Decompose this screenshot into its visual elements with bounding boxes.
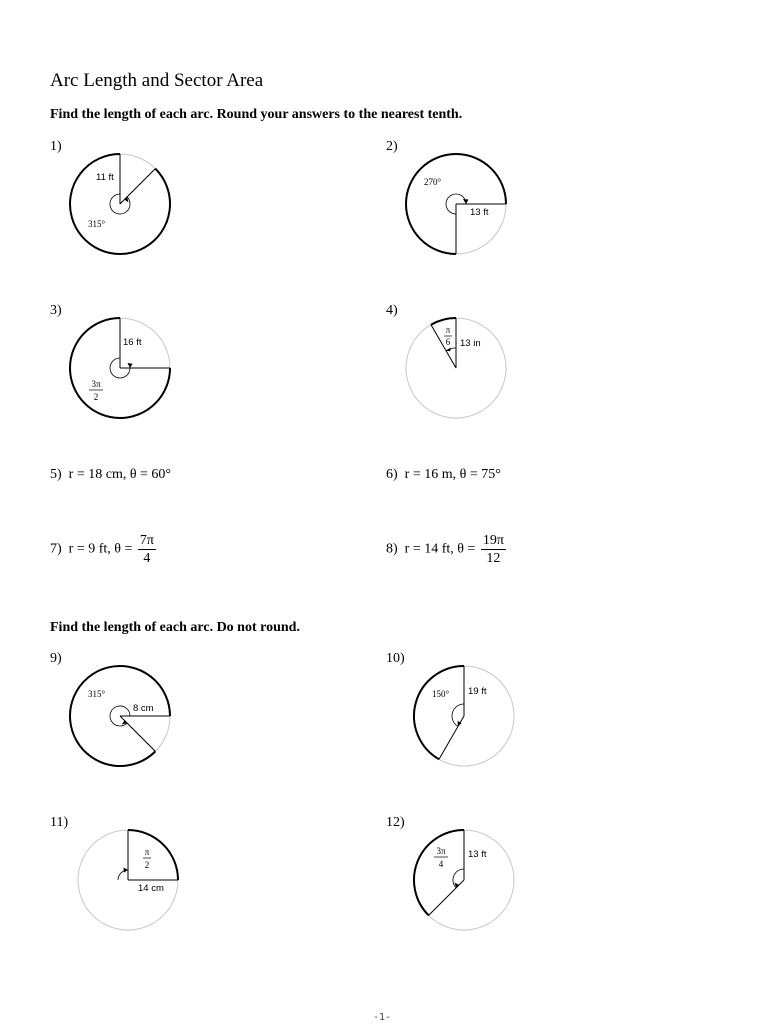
problem-number-9: 9) [50, 651, 62, 666]
circle-figure-2 [404, 152, 508, 256]
problem-8 [386, 532, 506, 567]
problem-number-3: 3) [50, 303, 62, 318]
circle-figure-11 [76, 828, 180, 932]
angle-denominator-4: 6 [445, 337, 451, 347]
angle-numerator-12: 3π [436, 846, 446, 856]
problem-number-6: 6) [386, 467, 398, 482]
angle-label-10: 150° [432, 689, 450, 699]
problem-number-8: 8) [386, 541, 398, 557]
angle-denominator-12: 4 [438, 859, 444, 869]
angle-numerator-11: π [144, 847, 150, 857]
problem-6-text: r = 16 m, θ = 75° [404, 467, 501, 482]
radius-label-4: 13 in [460, 338, 481, 349]
radius-label-11: 14 cm [138, 883, 164, 894]
problem-7-denominator: 4 [143, 551, 151, 566]
problem-number-10: 10) [386, 651, 405, 666]
radius-label-12: 13 ft [468, 849, 487, 860]
problem-5-text: r = 18 cm, θ = 60° [68, 467, 172, 482]
radius-label-9: 8 cm [133, 703, 154, 714]
circle-figure-4 [404, 316, 508, 420]
problem-number-12: 12) [386, 815, 405, 830]
circle-figure-10 [412, 664, 516, 768]
problem-number-11: 11) [50, 815, 69, 830]
problem-number-4: 4) [386, 303, 398, 318]
problem-8-fraction [481, 532, 506, 567]
problem-8-denominator: 12 [486, 551, 501, 566]
radius-label-2: 13 ft [470, 207, 489, 218]
problem-number-7: 7) [50, 541, 62, 557]
angle-denominator-3: 2 [93, 392, 99, 402]
problem-7-text: r = 9 ft, θ = [68, 541, 133, 557]
problem-number-2: 2) [386, 139, 398, 154]
problem-7 [50, 532, 156, 567]
page-number: -1- [373, 1012, 392, 1023]
problem-8-numerator: 19π [482, 533, 504, 548]
problem-5 [50, 467, 171, 483]
circle-figure-9 [68, 664, 172, 768]
angle-numerator-4: π [445, 325, 451, 335]
instructions-round: Find the length of each arc. Round your answers to the nearest tenth. [50, 107, 463, 122]
radius-label-3: 16 ft [123, 337, 142, 348]
angle-denominator-11: 2 [144, 860, 150, 870]
problem-7-fraction [138, 532, 156, 567]
instructions-exact: Find the length of each arc. Do not round. [50, 620, 300, 635]
angle-label-9: 315° [88, 689, 106, 699]
circle-figure-3 [68, 316, 172, 420]
circle-figure-12 [412, 828, 516, 932]
radius-label-1: 11 ft [96, 172, 114, 183]
radius-label-10: 19 ft [468, 686, 487, 697]
problem-number-1: 1) [50, 139, 62, 154]
page-title: Arc Length and Sector Area [50, 70, 264, 91]
problem-8-text: r = 14 ft, θ = [404, 541, 476, 557]
problem-number-5: 5) [50, 467, 62, 482]
angle-numerator-3: 3π [91, 379, 101, 389]
circle-figure-1 [68, 152, 172, 256]
problem-6 [386, 467, 501, 483]
angle-label-1: 315° [88, 219, 106, 229]
angle-label-2: 270° [424, 177, 442, 187]
problem-7-numerator: 7π [139, 533, 154, 548]
